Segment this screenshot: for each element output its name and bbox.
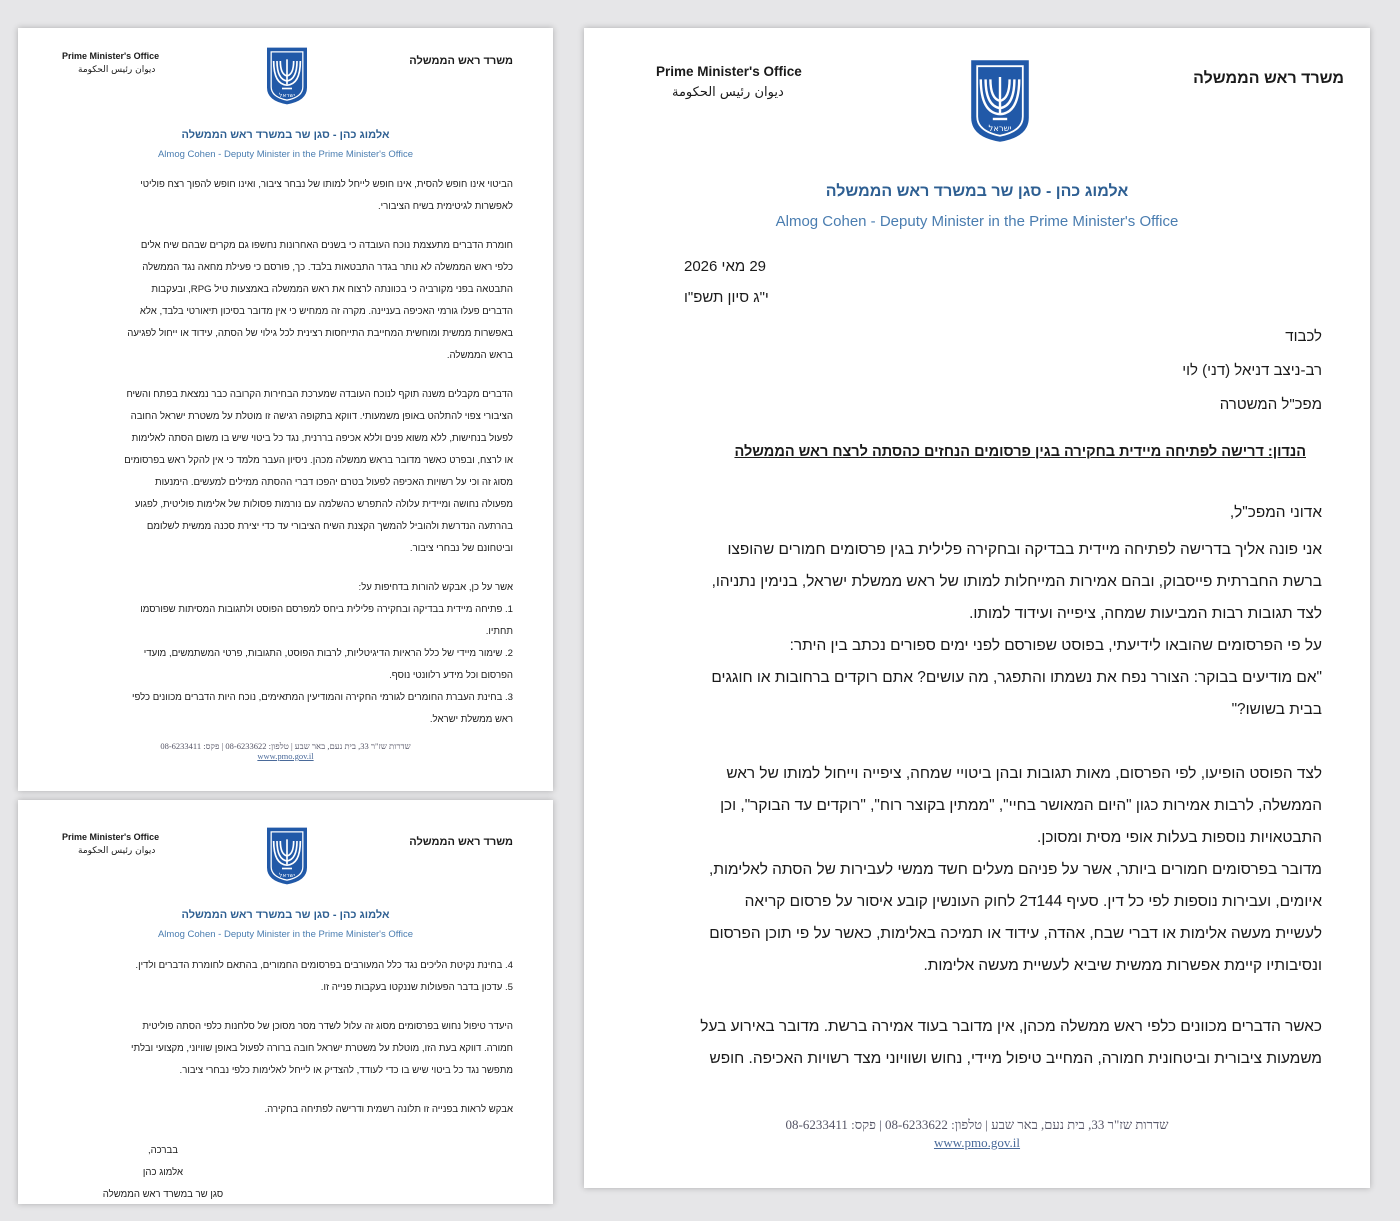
body-line: התבטאויות נוספות בעלות אופי מסית ומסוכן. — [1037, 829, 1322, 846]
list-item: 1. פתיחה מיידית בבדיקה ובחקירה פלילית ביחס למפרסם הפוסט ולתגובות המסיתות שפורסמו תחתיו. — [140, 604, 513, 637]
footer-website-link[interactable]: www.pmo.gov.il — [933, 1135, 1021, 1150]
letter-body — [80, 955, 513, 1138]
recipient-block — [1182, 320, 1322, 422]
letter-page-1 — [584, 28, 1370, 1188]
header-en-office: Prime Minister's Office — [62, 832, 160, 842]
body-line: איומים, ועבירות נוספות לפי כל דין. סעיף 144ד2 לחוק העונשין קובע איסור על פרסום קריאה — [744, 893, 1322, 910]
date-hebrew: י"ג סיון תשפ"ו — [684, 289, 769, 306]
signer-name: אלמוג כהן — [142, 1167, 184, 1178]
body-line: ונסיבותיו קיימת אפשרות ממשית שיביא לעשיית מעשה אלימות. — [923, 957, 1322, 974]
body-line: ברשת החברתית פייסבוק, ובהם אמירות המייחלות למותו של ראש ממשלת ישראל, בנימין נתניהו, — [711, 573, 1322, 590]
body-line: כאשר הדברים מכוונים כלפי ראש ממשלה מכהן, אין מדובר בעוד אמירה ברשת. מדובר באירוע בעל — [700, 1018, 1322, 1035]
letter-body-2 — [686, 758, 1322, 982]
sign-off: בברכה, — [147, 1145, 179, 1156]
recipient-label: לכבוד — [1285, 328, 1322, 345]
list-item: 5. עדכון בדבר הפעולות שננקטו בעקבות פנייה זו. — [320, 982, 513, 993]
deputy-minister-name-en: Almog Cohen - Deputy Minister in the Prime Minister's Office — [157, 149, 414, 160]
header-he-office: משרד ראש הממשלה — [409, 836, 513, 848]
body-line: משמעות ציבורית וביטחונית חמורה, המחייב טיפול מיידי, נחוש ושוויוני מצד רשויות האכיפה. חופש — [709, 1050, 1322, 1067]
header-he-office: משרד ראש הממשלה — [409, 55, 513, 67]
header-en-office: Prime Minister's Office — [62, 51, 160, 61]
paragraph: חומרת הדברים מתעצמת נוכח העובדה כי בשנים האחרונות נחשפו גם מקרים שבהם שיח אלים כלפי ראש הממשלה לא נותר בגדר התבטאות בלבד. כך, פורסם כי פעילת מחאה נגד הממשלה התבטאה בפני מקורביה כי בכוונתה לרצוח את ראש הממשלה באמצעות טיל RPG, ובעקבות הדברים פעלו גורמי האכיפה בעניינה. מקרה זה ממחיש כי אין מדובר בסיכון תיאורטי בלבד, אלא באפשרות ממשית ומוחשית המחייבת התייחסות רצינית לכל גילוי של הסתה, עידוד או ייחול לפגיעה בראש הממשלה. — [127, 240, 513, 361]
date-gregorian: 29 מאי 2026 — [684, 258, 767, 275]
paragraph: הדברים מקבלים משנה תוקף לנוכח העובדה שמערכת הבחירות הקרובה כבר נמצאת בפתח והשיח הציבורי צפוי להתלהט באופן משמעותי. דווקא בתקופה רגישה זו מוטלת על משטרת ישראל החובה לפעול בנחישות, ללא משוא פנים וללא אכיפה בררנית, נגד כל ביטוי שיש בו משום הסתה לאלימות או לרצח, ובפרט כאשר מדובר בראש ממשלה מכהן. ניסיון העבר מלמד כי אין להקל ראש בפרסומים מסוג זה וכי על רשויות האכיפה לפעול בטרם יהפכו דברי ההסתה ממילים למעשים. הימנעות מפעולה נחושה ומיידית עלולה להתפרש כהשלמה עם נורמות פסולות של אלימות פוליטית, לפגוע בהרתעה הנדרשת ולהוביל להמשך הקצנת השיח הציבורי עד כדי יצירת סכנה ממשית לשלומם וביטחונם של נבחרי ציבור. — [124, 389, 513, 554]
recipient-name: רב-ניצב דניאל (דני) לוי — [1182, 362, 1322, 379]
letter-body-1 — [686, 534, 1322, 726]
svg-text:ישראל: ישראל — [279, 92, 295, 99]
deputy-minister-name-he: אלמוג כהן - סגן שר במשרד ראש הממשלה — [181, 129, 390, 141]
letter-footer — [18, 741, 553, 761]
letter-page-2 — [18, 28, 553, 791]
letter-subject: הנדון: דרישה לפתיחה מיידית בחקירה בגין פרסומים הנחזים כהסתה לרצח ראש הממשלה — [734, 444, 1306, 460]
header-ar-office: ديوان رئيس الحكومة — [672, 85, 784, 100]
svg-text:ישראל: ישראל — [988, 123, 1012, 133]
list-item: 4. בחינת נקיטת הליכים נגד כלל המעורבים בפרסומים החמורים, בהתאם לחומרת הדברים ולדין. — [135, 960, 513, 971]
letter-body — [80, 174, 513, 731]
israel-emblem-icon — [262, 46, 312, 106]
footer-address: שדרות שז"ר 33, בית נעם, באר שבע | טלפון: 08-6233622 | פקס: 08-6233411 — [160, 741, 411, 751]
signature-block — [73, 1140, 253, 1204]
deputy-minister-name-he: אלמוג כהן - סגן שר במשרד ראש הממשלה — [825, 183, 1129, 200]
deputy-minister-name-he: אלמוג כהן - סגן שר במשרד ראש הממשלה — [181, 909, 390, 921]
body-line: על פי הפרסומים שהובאו לידיעתי, בפוסט שפורסם לפני ימים ספורים נכתב בין היתר: — [789, 637, 1322, 654]
list-item: 2. שימור מיידי של כלל הראיות הדיגיטליות, לרבות הפוסט, התגובות, פרטי המשתמשים, מועדי הפרסום וכל מידע רלוונטי נוסף. — [143, 648, 513, 681]
salutation: אדוני המפכ"ל, — [1229, 504, 1322, 521]
recipient-title: מפכ"ל המשטרה — [1219, 396, 1322, 413]
quoted-post-line: "אם מודיעים בבוקר: הצורר נפח את נשמתו והתפגר, מה עושים? אתם רוקדים ברחובות או חוגגים — [711, 669, 1322, 686]
body-line: לעשיית מעשה אלימות או דברי שבח, אהדה, עידוד או תמיכה באלימות, כאשר על פי תוכן הפרסום — [709, 925, 1322, 942]
quoted-post-line: בבית בשושו?" — [1231, 701, 1322, 718]
signer-title: סגן שר במשרד ראש הממשלה — [102, 1189, 224, 1200]
paragraph: היעדר טיפול נחוש בפרסומים מסוג זה עלול לשדר מסר מסוכן של סלחנות כלפי הסתה פוליטית חמורה. דווקא בעת הזו, מוטלת על משטרת ישראל חובה ברורה לפעול באופן שוויוני, מקצועי ובלתי מתפשר נגד כל ביטוי שיש בו כדי לעודד, להצדיק או לייחל לאלימות כלפי נבחרי ציבור. — [131, 1021, 513, 1076]
israel-emblem-icon — [964, 56, 1036, 146]
request-intro: אשר על כן, אבקש להורות בדחיפות על: — [358, 582, 513, 593]
svg-text:ישראל: ישראל — [279, 872, 295, 879]
header-en-office: Prime Minister's Office — [656, 64, 802, 79]
deputy-minister-name-en: Almog Cohen - Deputy Minister in the Prime Minister's Office — [775, 213, 1179, 230]
letter-footer — [584, 1116, 1370, 1152]
closing-request: אבקש לראות בפנייה זו תלונה רשמית ודרישה לפתיחה בחקירה. — [264, 1104, 513, 1115]
deputy-minister-name-en: Almog Cohen - Deputy Minister in the Prime Minister's Office — [157, 929, 414, 940]
letter-body-3 — [686, 1011, 1322, 1075]
header-ar-office: ديوان رئيس الحكومة — [78, 65, 156, 75]
footer-website-link[interactable]: www.pmo.gov.il — [257, 751, 314, 761]
israel-emblem-icon — [262, 826, 312, 886]
body-line: הממשלה, לרבות אמירות כגון "היום המאושר בחיי", "ממתין בקוצר רוח", "רוקדים עד הבוקר", וכן — [720, 797, 1322, 814]
body-line: לצד תגובות רבות המביעות שמחה, ציפייה ועידוד למותו. — [969, 605, 1322, 622]
body-line: אני פונה אליך בדרישה לפתיחה מיידית בבדיקה ובחקירה פלילית בגין פרסומים חמורים שהופצו — [727, 541, 1322, 558]
letter-page-3 — [18, 800, 553, 1204]
paragraph: הביטוי אינו חופש להסית, אינו חופש לייחל למותו של נבחר ציבור, ואינו חופש להפוך רצח פוליטי לאפשרות לגיטימית בשיח הציבורי. — [140, 179, 513, 212]
header-ar-office: ديوان رئيس الحكومة — [78, 846, 156, 856]
body-line: מדובר בפרסומים חמורים ביותר, אשר על פניהם מעלים חשד ממשי לעבירות של הסתה לאלימות, — [709, 861, 1322, 878]
footer-address: שדרות שז"ר 33, בית נעם, באר שבע | טלפון: 08-6233622 | פקס: 08-6233411 — [785, 1117, 1169, 1132]
body-line: לצד הפוסט הופיעו, לפי הפרסום, מאות תגובות ובהן ביטויי שמחה, ציפייה וייחול למותו של ראש — [726, 765, 1322, 782]
header-he-office: משרד ראש הממשלה — [1193, 70, 1344, 87]
list-item: 3. בחינת העברת החומרים לגורמי החקירה והמודיעין המתאימים, נוכח היות הדברים מכוונים כלפי ראש ממשלת ישראל. — [131, 692, 513, 725]
